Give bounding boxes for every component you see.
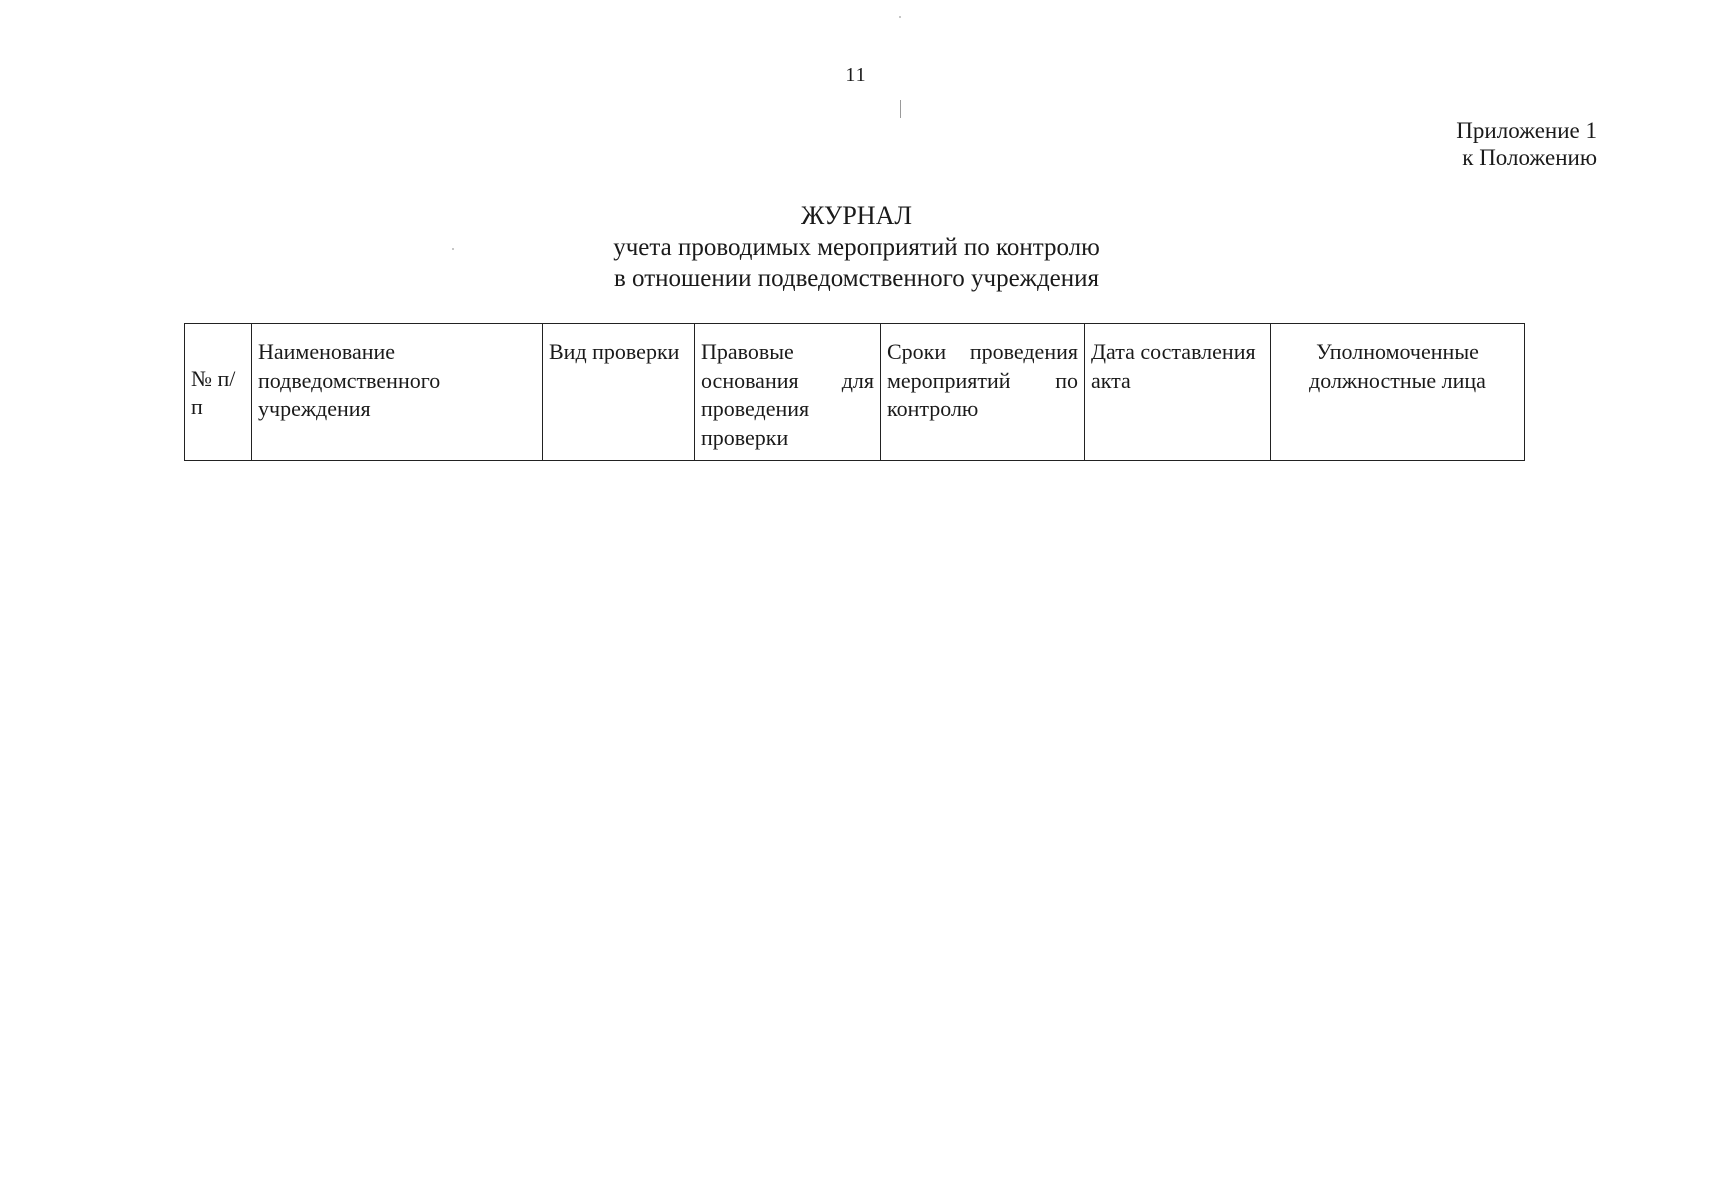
column-header-institution: Наименование подведомственного учреждения — [252, 324, 543, 461]
scan-artifact-dot — [899, 16, 901, 18]
scan-artifact — [900, 100, 901, 118]
column-header-number: № п/п — [185, 324, 252, 461]
page-number: 11 — [845, 64, 867, 86]
column-header-control-dates: Сроки проведения мероприятий по контролю — [881, 324, 1085, 461]
column-header-legal-grounds: Правовые основания для проведения проверки — [695, 324, 881, 461]
appendix-line-1: Приложение 1 — [1456, 118, 1597, 143]
document-title: ЖУРНАЛ — [801, 201, 912, 230]
document-heading — [0, 200, 1711, 294]
table-header-row — [185, 324, 1525, 461]
column-header-inspection-type: Вид проверки — [543, 324, 695, 461]
appendix-note — [1456, 117, 1597, 171]
document-subtitle-line-1: учета проводимых мероприятий по контролю — [613, 234, 1100, 261]
journal-table — [184, 323, 1525, 461]
column-header-authorized-officials: Уполномоченные должностные лица — [1271, 324, 1525, 461]
appendix-line-2: к Положению — [1462, 145, 1597, 170]
document-subtitle-line-2: в отношении подведомственного учреждения — [613, 265, 1100, 292]
column-header-act-date: Дата составления акта — [1085, 324, 1271, 461]
